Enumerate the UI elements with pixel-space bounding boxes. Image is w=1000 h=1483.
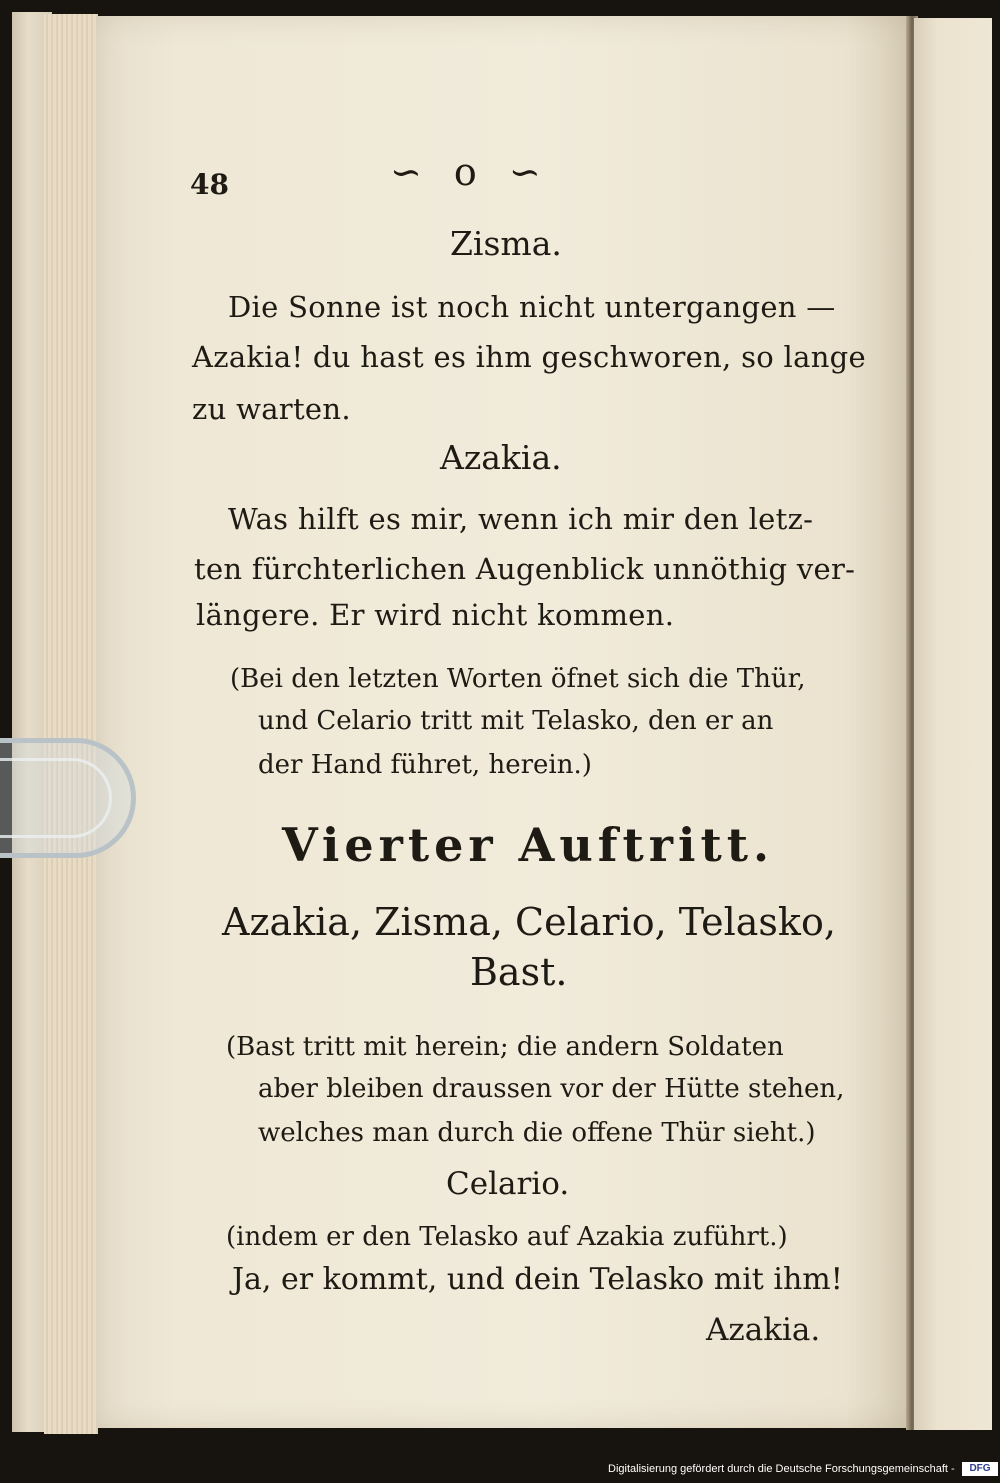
speaker-heading: Azakia. — [440, 438, 562, 477]
speaker-heading: Celario. — [446, 1166, 570, 1202]
text-line: zu warten. — [192, 392, 351, 426]
text-line: Ja, er kommt, und dein Telasko mit ihm! — [232, 1262, 843, 1297]
stage-direction-line: und Celario tritt mit Telasko, den er an — [258, 706, 774, 736]
scene-title: Vierter Auftritt. — [282, 818, 775, 872]
page-stack-edges — [44, 14, 98, 1434]
stage-direction-line: (Bei den letzten Worten öfnet sich die Thür, — [230, 664, 806, 694]
stage-direction-line: welches man durch die offene Thür sieht.) — [258, 1118, 816, 1148]
stage-direction-line: der Hand führet, herein.) — [258, 750, 592, 780]
stage-direction-line: (indem er den Telasko auf Azakia zuführt.) — [226, 1222, 788, 1252]
text-line: Die Sonne ist noch nicht untergangen — — [228, 290, 836, 324]
facing-page-edge — [914, 18, 992, 1430]
text-line: ten fürchterlichen Augenblick unnöthig ver- — [194, 552, 856, 586]
page-holder-clip-highlight — [0, 758, 112, 838]
text-line: Azakia! du hast es ihm geschworen, so lange — [192, 340, 867, 374]
cast-list-line: Azakia, Zisma, Celario, Telasko, — [222, 900, 836, 944]
header-ornament: ∽ ο ∽ — [390, 150, 551, 194]
text-line: längere. Er wird nicht kommen. — [196, 598, 675, 632]
stage-direction-line: (Bast tritt mit herein; die andern Soldaten — [226, 1032, 784, 1062]
text-line: Was hilft es mir, wenn ich mir den letz- — [228, 502, 814, 536]
speaker-catchword: Azakia. — [706, 1312, 821, 1348]
speaker-heading: Zisma. — [450, 224, 562, 263]
digitization-credit: Digitalisierung gefördert durch die Deutsche Forschungsgemeinschaft - — [608, 1463, 955, 1475]
cast-list-line: Bast. — [470, 950, 568, 994]
page-number: 48 — [190, 168, 229, 201]
stage-direction-line: aber bleiben draussen vor der Hütte stehen, — [258, 1074, 845, 1104]
dfg-logo: DFG — [962, 1462, 998, 1476]
